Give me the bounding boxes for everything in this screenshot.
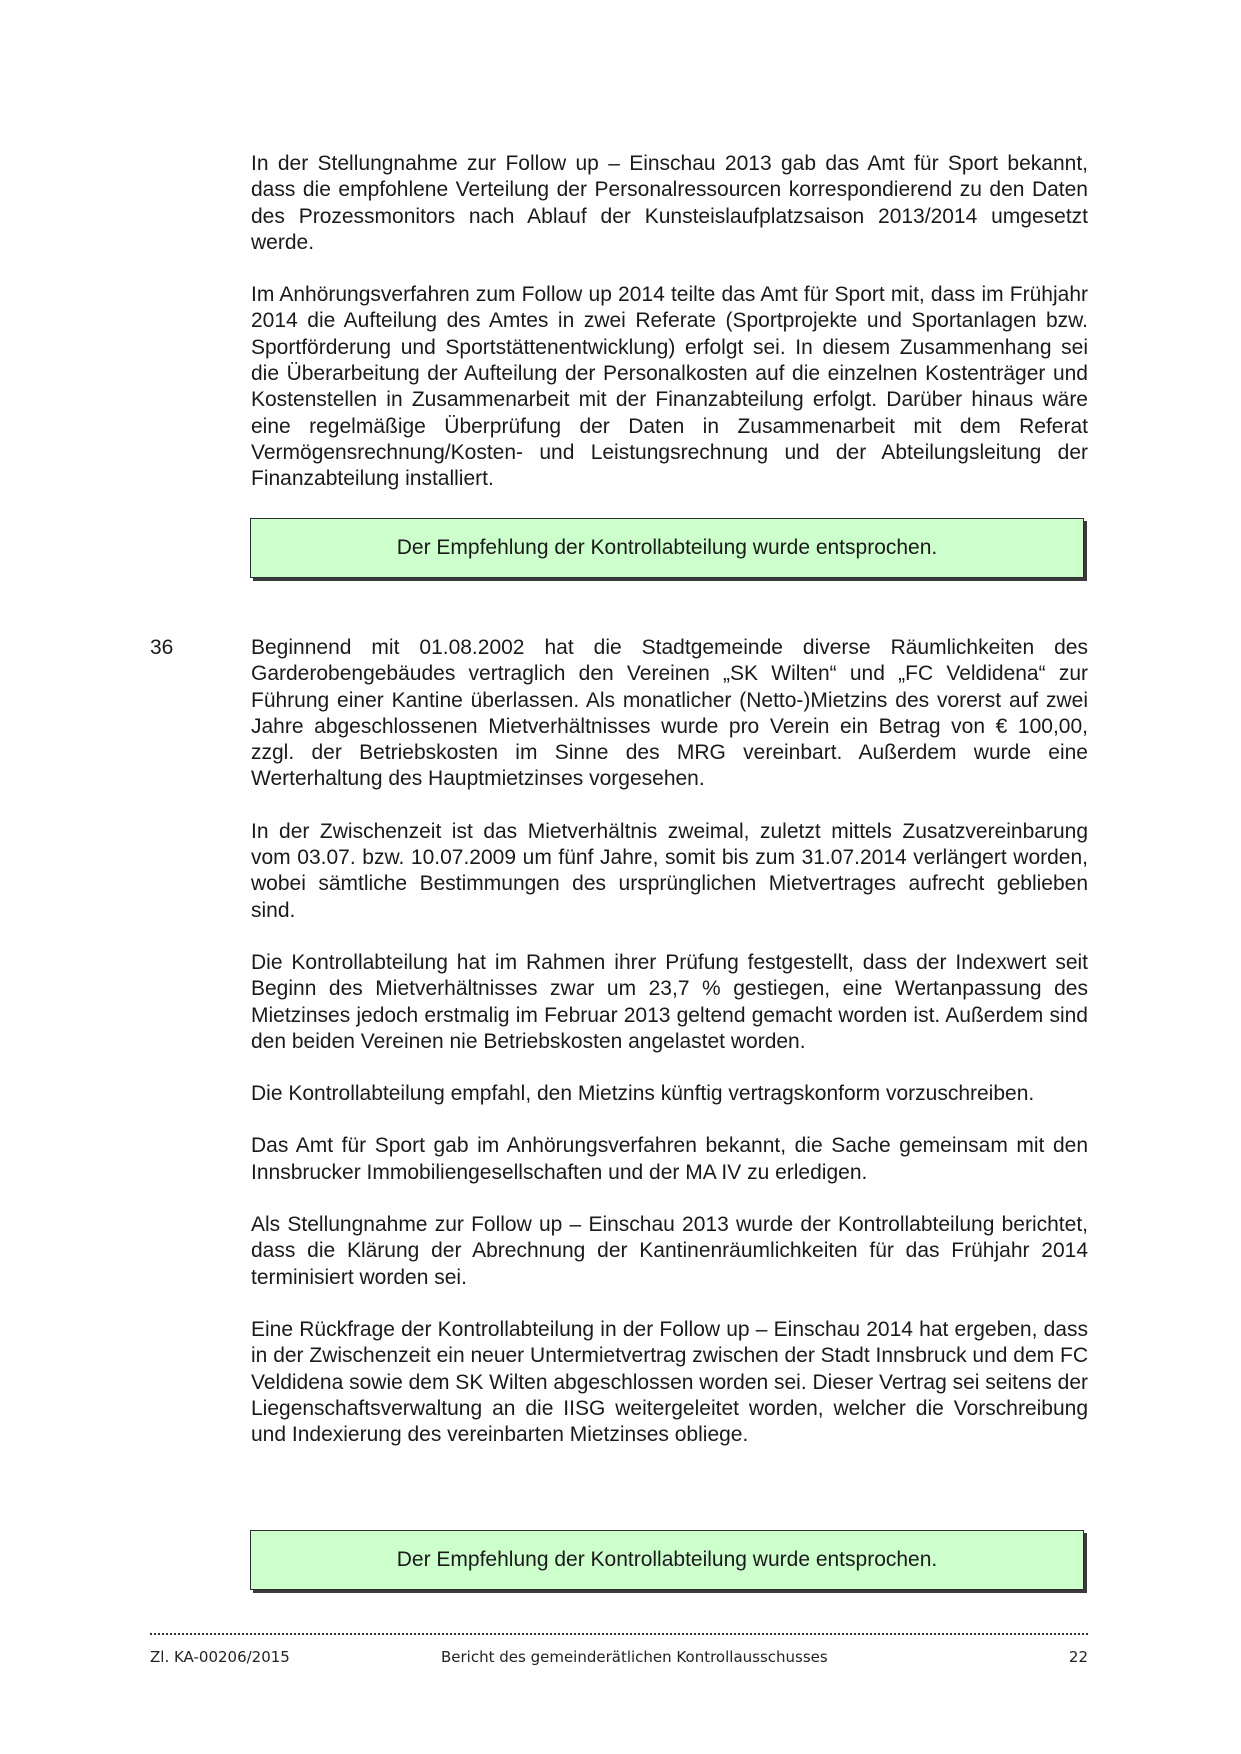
recommendation-box: Der Empfehlung der Kontrollabteilung wurde entsprochen.: [250, 518, 1084, 578]
section-number: 36: [150, 636, 174, 659]
paragraph: Die Kontrollabteilung empfahl, den Mietzins künftig vertragskonform vorzuschreiben.: [251, 1082, 1035, 1106]
paragraph: Im Anhörungsverfahren zum Follow up 2014 teilte das Amt für Sport mit, dass im Frühjahr 2014 die Aufteilung des Amtes in zwei Referate (Sportprojekte und Sportanlagen bzw. Sportförderung und Sportstättenentwicklung) erfolgt sei. In diesem Zusammenhang sei die Überarbeitung der Aufteilung der Personalkosten auf die einzelnen Kostenträger und Kostenstellen in Zusammenarbeit mit der Finanzabteilung erfolgt. Darüber hinaus wäre eine regelmäßige Überprüfung der Daten in Zusammenarbeit mit dem Referat Vermögensrechnung/Kosten- und Leistungsrechnung und der Abteilungsleitung der Finanzabteilung installiert.: [251, 283, 1088, 491]
paragraph: In der Zwischenzeit ist das Mietverhältnis zweimal, zuletzt mittels Zusatzvereinbarung vom 03.07. bzw. 10.07.2009 um fünf Jahre, somit bis zum 31.07.2014 verlängert worden, wobei sämtliche Bestimmungen des ursprünglichen Mietvertrages aufrecht geblieben sind.: [251, 819, 1088, 922]
recommendation-box: Der Empfehlung der Kontrollabteilung wurde entsprochen.: [250, 1530, 1084, 1590]
paragraph: Als Stellungnahme zur Follow up – Einschau 2013 wurde der Kontrollabteilung berichtet, dass die Klärung der Abrechnung der Kantinenräumlichkeiten für das Frühjahr 2014 terminisiert worden sei.: [251, 1213, 1088, 1289]
paragraph: In der Stellungnahme zur Follow up – Einschau 2013 gab das Amt für Sport bekannt, dass die empfohlene Verteilung der Personalressourcen korrespondierend zu den Daten des Prozessmonitors nach Ablauf der Kunsteislaufplatzsaison 2013/2014 umgesetzt werde.: [251, 152, 1088, 254]
footer-divider: [150, 1633, 1088, 1635]
top-section-body: [251, 151, 1088, 493]
paragraph: Die Kontrollabteilung hat im Rahmen ihrer Prüfung festgestellt, dass der Indexwert seit Beginn des Mietverhältnisses zwar um 23,7 % gestiegen, eine Wertanpassung des Mietzinses jedoch erstmalig im Februar 2013 geltend gemacht worden ist. Außerdem sind den beiden Vereinen nie Betriebskosten angelastet worden.: [251, 950, 1088, 1053]
footer-report-title: Bericht des gemeinderätlichen Kontrollausschusses: [441, 1648, 828, 1666]
footer-reference: Zl. KA-00206/2015: [150, 1648, 290, 1666]
paragraph: Beginnend mit 01.08.2002 hat die Stadtgemeinde diverse Räumlichkeiten des Garderobengebäudes vertraglich den Vereinen „SK Wilten“ und „FC Veldidena“ zur Führung einer Kantine überlassen. Als monatlicher (Netto-)Mietzins des vorerst auf zwei Jahre abgeschlossenen Mietverhältnisses wurde pro Verein ein Betrag von € 100,00, zzgl. der Betriebskosten im Sinne des MRG vereinbart. Außerdem wurde eine Werterhaltung des Hauptmietzinses vorgesehen.: [251, 636, 1088, 791]
paragraph: Eine Rückfrage der Kontrollabteilung in der Follow up – Einschau 2014 hat ergeben, dass in der Zwischenzeit ein neuer Untermietvertrag zwischen der Stadt Innsbruck und dem FC Veldidena sowie dem SK Wilten abgeschlossen worden sei. Dieser Vertrag sei seitens der Liegenschaftsverwaltung an die IISG weitergeleitet worden, welcher die Vorschreibung und Indexierung des vereinbarten Mietzinses obliege.: [251, 1317, 1088, 1447]
page-footer: [150, 1648, 1088, 1670]
section-36-body: [251, 635, 1088, 1448]
paragraph: Das Amt für Sport gab im Anhörungsverfahren bekannt, die Sache gemeinsam mit den Innsbrucker Immobiliengesellschaften und der MA IV zu erledigen.: [251, 1134, 1088, 1184]
page-number: 22: [1068, 1648, 1088, 1666]
